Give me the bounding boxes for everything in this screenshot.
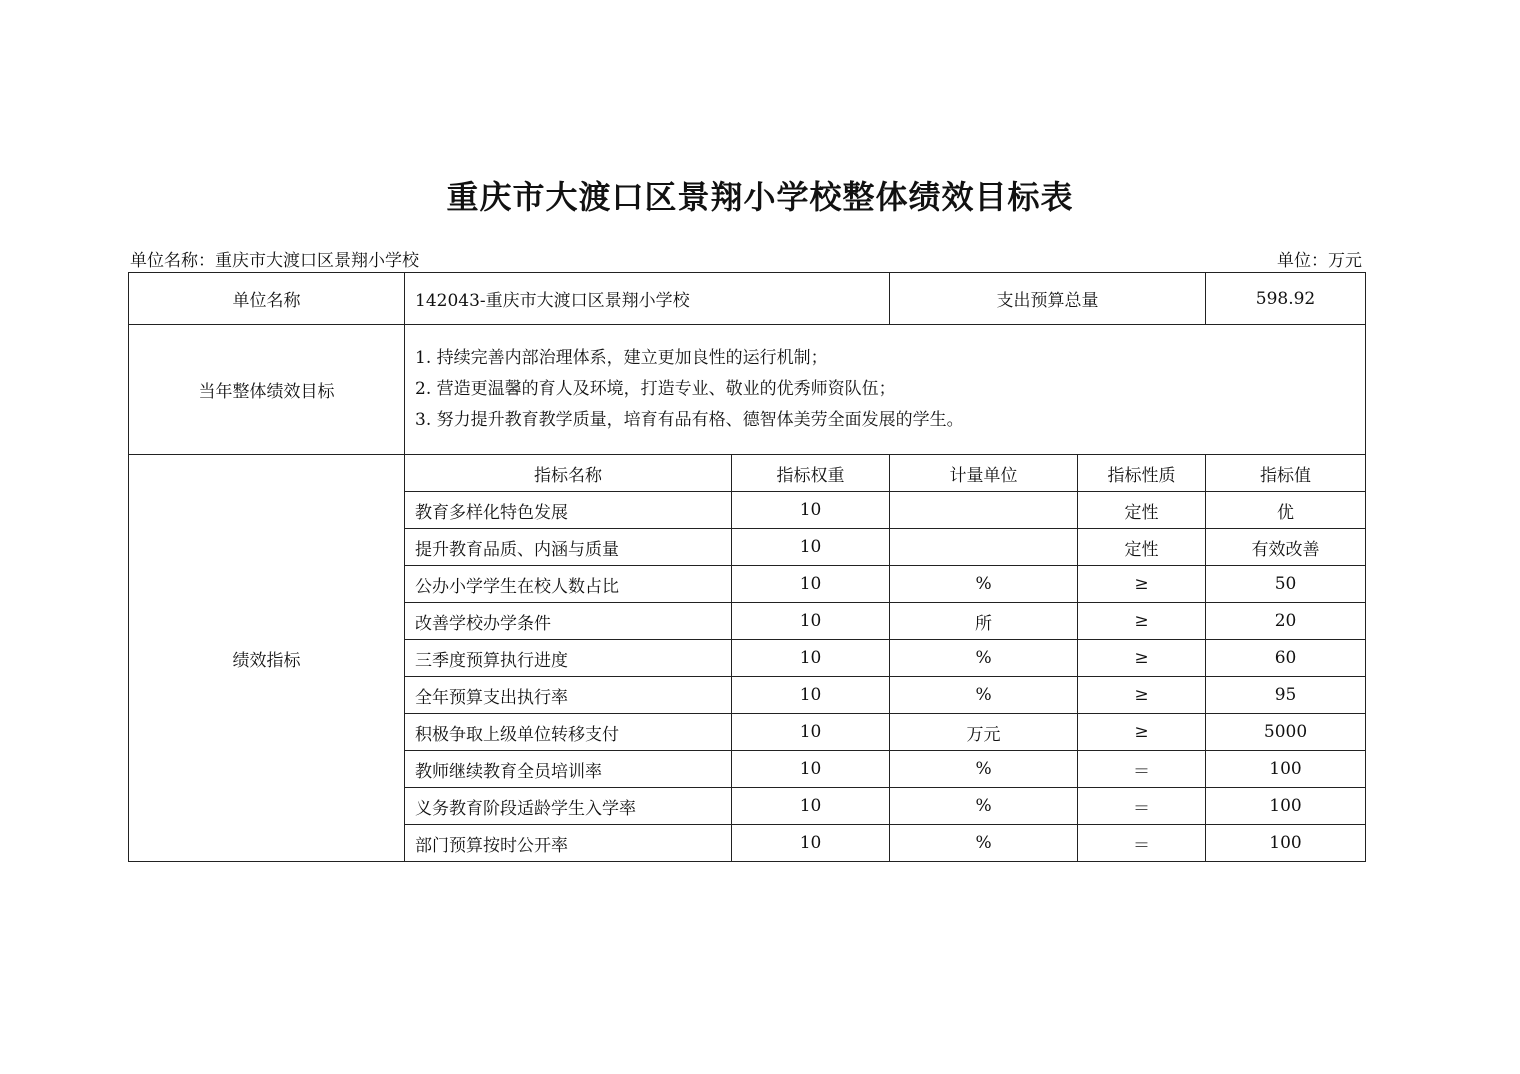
goal-item: 3. 努力提升教育教学质量，培育有品有格、德智体美劳全面发展的学生。: [415, 410, 964, 430]
indicator-name: 公办小学学生在校人数占比: [405, 566, 732, 603]
goal-item: 2. 营造更温馨的育人及环境，打造专业、敬业的优秀师资队伍；: [415, 379, 896, 399]
indicator-nature: 定性: [1078, 492, 1206, 529]
indicator-unit: 所: [890, 603, 1078, 640]
goal-label-cell: 当年整体绩效目标: [129, 325, 405, 455]
indicator-unit: %: [890, 788, 1078, 825]
indicator-name: 全年预算支出执行率: [405, 677, 732, 714]
goal-item: 1. 持续完善内部治理体系，建立更加良性的运行机制；: [415, 348, 828, 368]
column-header: 计量单位: [890, 455, 1078, 492]
indicator-value: 优: [1206, 492, 1366, 529]
indicator-nature: ＝: [1078, 788, 1206, 825]
indicator-name: 部门预算按时公开率: [405, 825, 732, 862]
indicator-unit: 万元: [890, 714, 1078, 751]
column-header: 指标性质: [1078, 455, 1206, 492]
indicator-name: 三季度预算执行进度: [405, 640, 732, 677]
indicator-nature: ≥: [1078, 566, 1206, 603]
indicator-name: 教师继续教育全员培训率: [405, 751, 732, 788]
indicator-value: 50: [1206, 566, 1366, 603]
indicator-nature: ≥: [1078, 714, 1206, 751]
indicator-value: 20: [1206, 603, 1366, 640]
currency-unit-caption: 单位：万元: [1277, 251, 1362, 271]
indicator-value: 100: [1206, 825, 1366, 862]
header-row: [129, 273, 1366, 325]
unit-name-label-cell: 单位名称: [129, 273, 405, 325]
indicator-value: 100: [1206, 751, 1366, 788]
indicator-value: 60: [1206, 640, 1366, 677]
indicator-unit: %: [890, 677, 1078, 714]
indicator-name: 提升教育品质、内涵与质量: [405, 529, 732, 566]
column-header: 指标值: [1206, 455, 1366, 492]
indicator-weight: 10: [732, 603, 890, 640]
indicator-name: 积极争取上级单位转移支付: [405, 714, 732, 751]
goal-row: [129, 325, 1366, 455]
meta-row: [130, 246, 1362, 270]
indicator-unit: %: [890, 751, 1078, 788]
indicator-unit: [890, 529, 1078, 566]
budget-value-cell: 598.92: [1206, 273, 1366, 325]
unit-name-value-cell: 142043-重庆市大渡口区景翔小学校: [405, 273, 890, 325]
indicator-weight: 10: [732, 492, 890, 529]
indicator-nature: 定性: [1078, 529, 1206, 566]
indicator-name: 教育多样化特色发展: [405, 492, 732, 529]
column-header: 指标权重: [732, 455, 890, 492]
indicator-nature: ≥: [1078, 677, 1206, 714]
indicator-name: 改善学校办学条件: [405, 603, 732, 640]
indicator-nature: ＝: [1078, 825, 1206, 862]
indicator-value: 5000: [1206, 714, 1366, 751]
indicator-nature: ≥: [1078, 603, 1206, 640]
indicator-weight: 10: [732, 677, 890, 714]
indicator-weight: 10: [732, 788, 890, 825]
indicator-weight: 10: [732, 529, 890, 566]
indicator-weight: 10: [732, 825, 890, 862]
indicator-weight: 10: [732, 751, 890, 788]
indicator-label-cell: 绩效指标: [129, 455, 405, 862]
goal-content-cell: [405, 325, 1366, 455]
unit-name-caption: 单位名称：重庆市大渡口区景翔小学校: [130, 251, 419, 271]
indicator-unit: %: [890, 640, 1078, 677]
budget-label-cell: 支出预算总量: [890, 273, 1206, 325]
indicator-value: 有效改善: [1206, 529, 1366, 566]
indicator-unit: %: [890, 566, 1078, 603]
indicator-value: 100: [1206, 788, 1366, 825]
column-header: 指标名称: [405, 455, 732, 492]
performance-table: [128, 272, 1366, 862]
page-title: 重庆市大渡口区景翔小学校整体绩效目标表: [446, 178, 1074, 216]
indicator-name: 义务教育阶段适龄学生入学率: [405, 788, 732, 825]
indicator-header-row: [129, 455, 1366, 492]
indicator-nature: ≥: [1078, 640, 1206, 677]
indicator-nature: ＝: [1078, 751, 1206, 788]
indicator-weight: 10: [732, 566, 890, 603]
indicator-unit: [890, 492, 1078, 529]
indicator-value: 95: [1206, 677, 1366, 714]
indicator-weight: 10: [732, 640, 890, 677]
indicator-unit: %: [890, 825, 1078, 862]
indicator-weight: 10: [732, 714, 890, 751]
